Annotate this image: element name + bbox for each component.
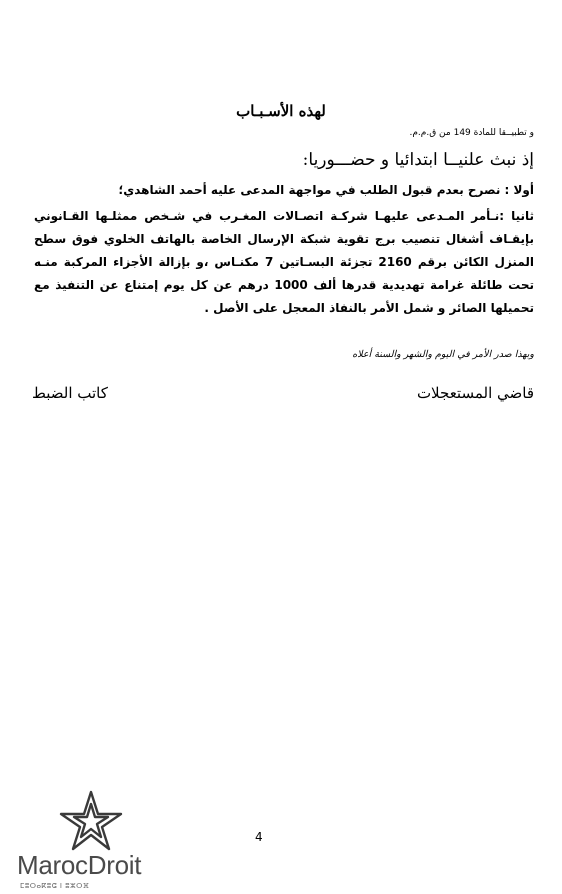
closing-statement: وبهذا صدر الأمر في اليوم والشهر والسنة أعلاه [352,349,534,360]
logo-tagline: ⵎⵓⵔⴰⴽⵓⵛ ⵏ ⵓⵣⵔⴼ [20,882,90,890]
logo-wordmark: MarocDroit [17,850,142,880]
signature-clerk: كاتب الضبط [32,384,108,402]
page-number: 4 [255,830,263,844]
section-heading: لهذه الأسـبـاب [236,102,326,120]
ruling-statement: إذ نبث علنيــا ابتدائيا و حضـــوريا: [302,150,534,170]
marocdroit-logo [0,778,175,894]
first-order: أولا : نصرح بعدم قبول الطلب في مواجهة المدعى عليه أحمد الشاهدي؛ [118,183,534,197]
signature-judge: قاضي المستعجلات [416,384,534,402]
legal-basis-line: و تطبيــقا للمادة 149 من ق.م.م. [409,128,534,138]
second-order: ثانيا :نـأمر المـدعى عليهـا شركـة اتصـالات المغـرب في شـخص ممثلـها القـانوني بإيقـاف أشغال تنصيب برج تقوية شبكة الإرسال الخاصة بالهاتف الخلوي فوق سطح المنزل الكائن برقم 2160 تجزئة البسـاتين 7 مكنـاس ،و بإزالة الأجزاء المركبة منـه تحت طائلة غرامة تهديدية قدرها ألف 1000 درهم عن كل يوم إمتناع عن التنفيذ مع تحميلها الصائر و شمل الأمر بالنفاذ المعجل على الأصل . [34,209,534,315]
